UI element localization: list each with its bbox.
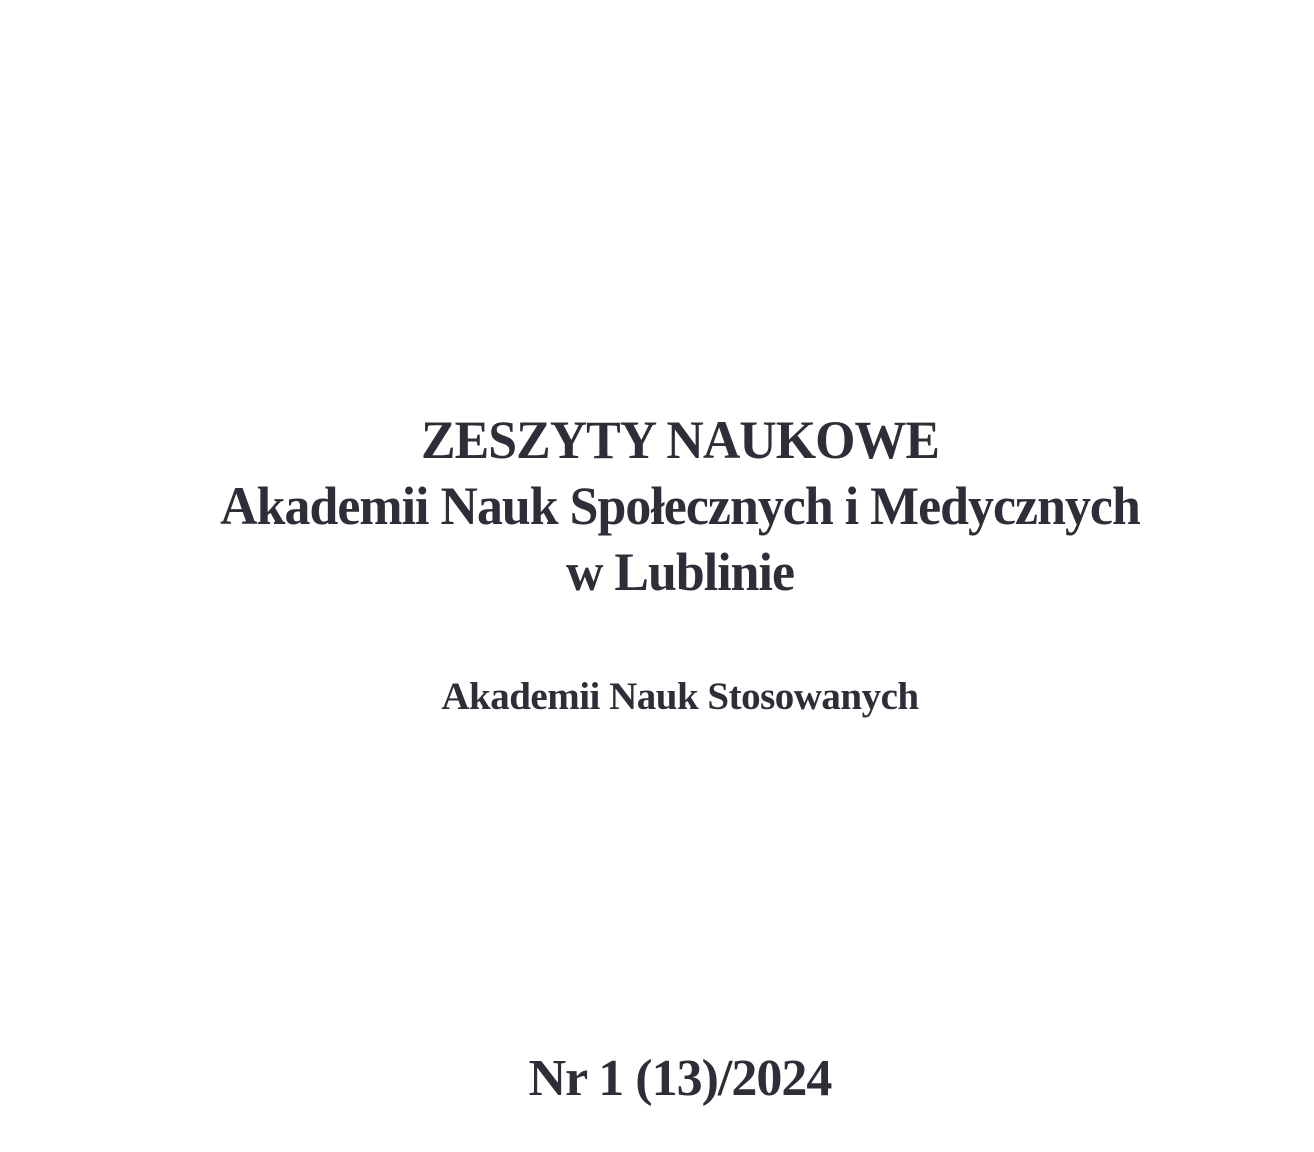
journal-title (200, 407, 1160, 605)
issue-number: Nr 1 (13)/2024 (528, 1050, 832, 1107)
journal-title-line2: Akademii Nauk Społecznych i Medycznych (220, 476, 1140, 536)
journal-title-line3: w Lublinie (565, 542, 795, 602)
journal-title-line1: ZESZYTY NAUKOWE (420, 410, 940, 470)
journal-subtitle: Akademii Nauk Stosowanych (441, 675, 919, 718)
